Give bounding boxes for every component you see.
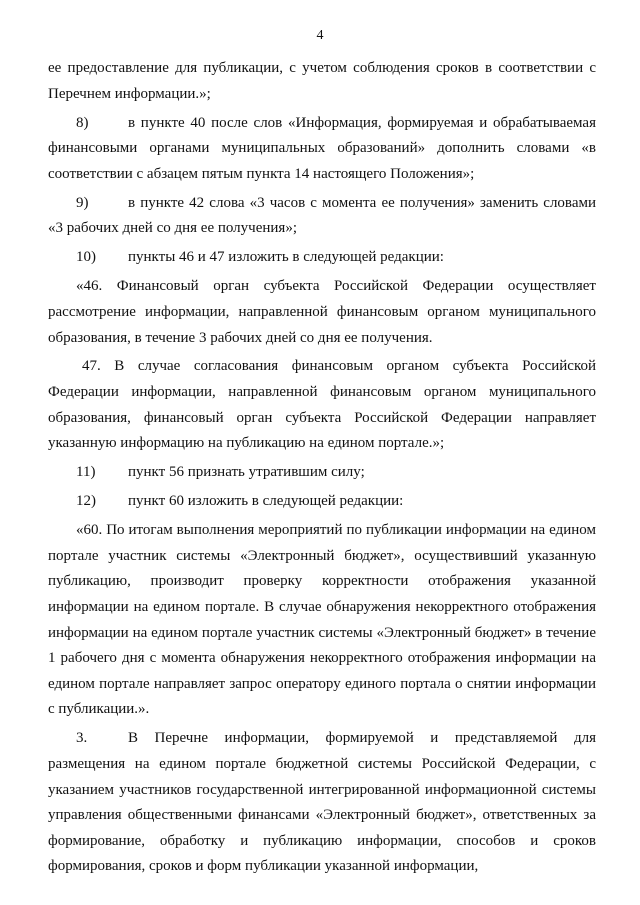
paragraph-clause-60 [48, 518, 596, 723]
paragraph-item-11 [48, 460, 596, 486]
paragraph-clause-46 [48, 274, 596, 351]
paragraph-item-10 [48, 245, 596, 271]
item-number: 10) [76, 249, 96, 266]
paragraph-text: в пункте 42 слова «3 часов с момента ее получения» заменить словами «3 рабочих дней со дня ее получения»; [48, 194, 596, 237]
paragraph-text: в пункте 40 после слов «Информация, формируемая и обрабатываемая финансовыми органами муниципальных образований» дополнить словами «в соответствии с абзацем пятым пункта 14 настоящего Положения»; [48, 114, 596, 182]
item-number: 12) [76, 493, 96, 510]
paragraph-item-12 [48, 489, 596, 515]
paragraph-text: 47. В случае согласования финансовым органом субъекта Российской Федерации информации, направленной финансовым органом муниципального образования, финансовый орган субъекта Российской Федерации направляет указанную информацию на публикацию на едином портале.»; [48, 358, 596, 452]
paragraph-text: «60. По итогам выполнения мероприятий по публикации информации на едином портале участник системы «Электронный бюджет», осуществивший указанную публикацию, производит проверку корректности отображения указанной информации на едином портале. В случае обнаружения некорректного отображения информации на едином портале участник системы «Электронный бюджет» в течение 1 рабочего дня с момента обнаружения некорректного отображения информации на едином портале направляет запрос оператору единого портала о снятии информации с публикации.». [48, 522, 596, 718]
document-body [48, 56, 596, 883]
paragraph-text: ее предоставление для публикации, с учетом соблюдения сроков в соответствии с Перечнем информации.»; [48, 60, 596, 102]
paragraph-text: пункт 56 признать утратившим силу; [128, 464, 365, 481]
paragraph-item-9 [48, 191, 596, 242]
paragraph-text: В Перечне информации, формируемой и представляемой для размещения на едином портале бюджетной системы Российской Федерации, с указанием участников государственной интегрированной информационной системы управления общественными финансами «Электронный бюджет», ответственных за формирование, обработку и публикацию информации, способов и сроков формирования, сроков и форм публикации указанной информации, [48, 730, 596, 875]
paragraph-item-8 [48, 111, 596, 188]
item-number: 8) [76, 114, 89, 131]
paragraph-clause-47 [48, 354, 596, 456]
section-number: 3. [76, 730, 88, 747]
paragraph-text: «46. Финансовый орган субъекта Российской Федерации осуществляет рассмотрение информации, направленной финансовым органом муниципального образования, в течение 3 рабочих дней со дня ее получения. [48, 278, 596, 346]
paragraph-section-3 [48, 726, 596, 880]
paragraph-continuation [48, 56, 596, 107]
paragraph-text: пункты 46 и 47 изложить в следующей редакции: [128, 249, 444, 266]
item-number: 9) [76, 194, 89, 211]
item-number: 11) [76, 464, 96, 481]
paragraph-text: пункт 60 изложить в следующей редакции: [128, 493, 404, 510]
page-number: 4 [316, 28, 324, 43]
